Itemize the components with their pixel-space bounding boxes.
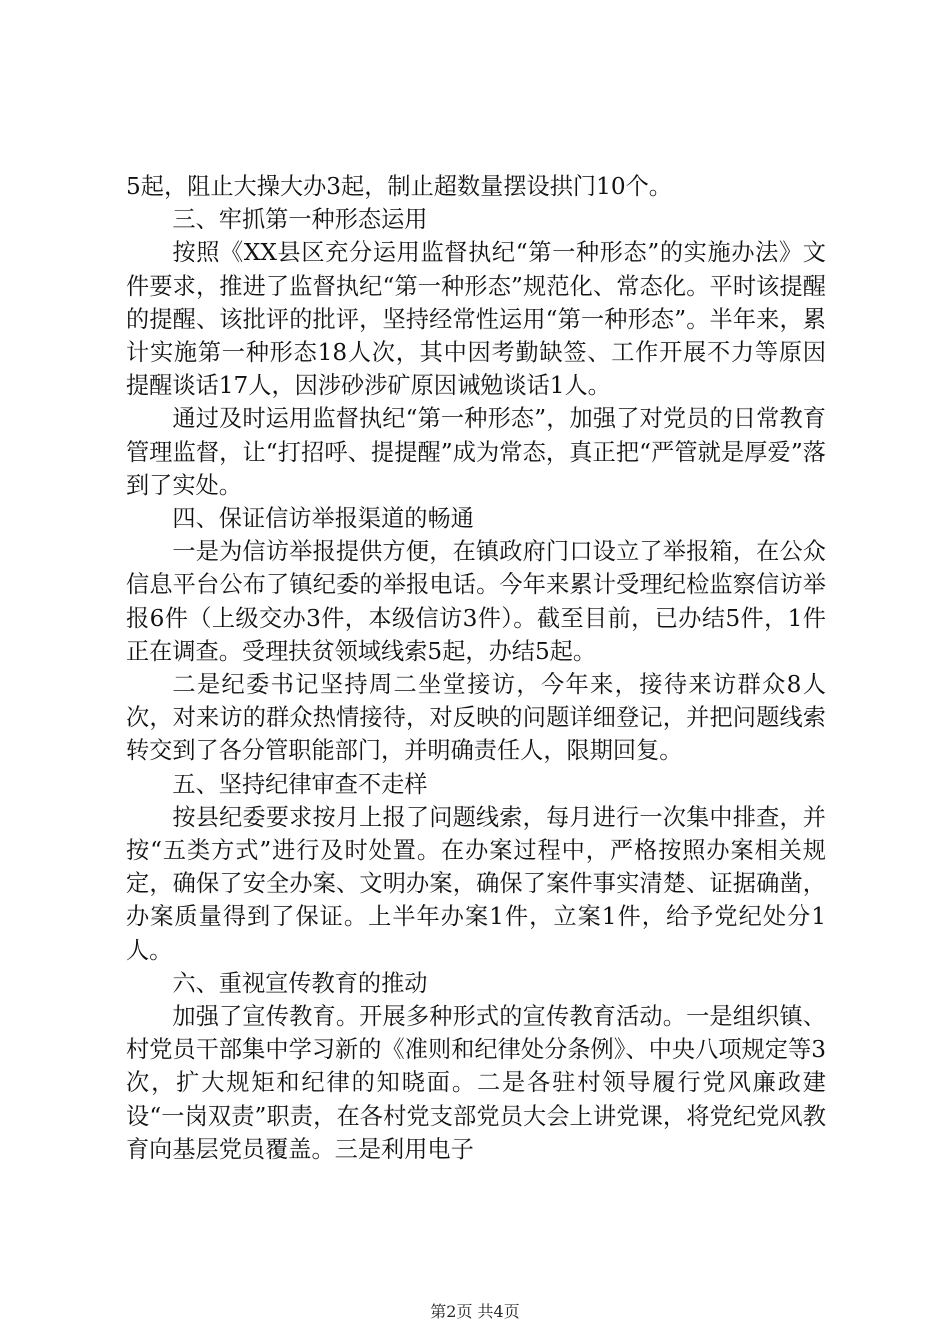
section-heading-5: 五、坚持纪律审查不走样 <box>172 770 428 798</box>
paragraph: 按县纪委要求按月上报了问题线索，每月进行一次集中排查，并按“五类方式”进行及时处置。在办案过程中，严格按照办案相关规定，确保了安全办案、文明办案，确保了案件事实清楚、证据确凿，办案质量得到了保证。上半年办案1件，立案1件，给予党纪处分1人。 <box>126 803 826 964</box>
section-heading-4: 四、保证信访举报渠道的畅通 <box>172 505 474 533</box>
paragraph: 通过及时运用监督执纪“第一种形态”，加强了对党员的日常教育管理监督，让“打招呼、提提醒”成为常态，真正把“严管就是厚爱”落到了实处。 <box>126 405 826 499</box>
paragraph: 二是纪委书记坚持周二坐堂接访，今年来，接待来访群众8人次，对来访的群众热情接待，对反映的问题详细登记，并把问题线索转交到了各分管职能部门，并明确责任人，限期回复。 <box>126 671 826 765</box>
paragraph: 按照《XX县区充分运用监督执纪“第一种形态”的实施办法》文件要求，推进了监督执纪“第一种形态”规范化、常态化。平时该提醒的提醒、该批评的批评，坚持经常性运用“第一种形态”。半年来，累计实施第一种形态18人次，其中因考勤缺签、工作开展不力等原因提醒谈话17人，因涉砂涉矿原因诫勉谈话1人。 <box>126 239 826 400</box>
section-heading-6: 六、重视宣传教育的推动 <box>172 969 428 997</box>
section-heading-3: 三、牢抓第一种形态运用 <box>172 206 428 234</box>
document-body <box>126 170 826 1166</box>
paragraph: 加强了宣传教育。开展多种形式的宣传教育活动。一是组织镇、村党员干部集中学习新的《准则和纪律处分条例》、中央八项规定等3次，扩大规矩和纪律的知晓面。二是各驻村领导履行党风廉政建设“一岗双责”职责，在各村党支部党员大会上讲党课，将党纪党风教育向基层党员覆盖。三是利用电子 <box>126 1003 826 1163</box>
paragraph: 一是为信访举报提供方便，在镇政府门口设立了举报箱，在公众信息平台公布了镇纪委的举报电话。今年来累计受理纪检监察信访举报6件（上级交办3件，本级信访3件）。截至目前，已办结5件，1件正在调查。受理扶贫领域线索5起，办结5起。 <box>126 538 826 665</box>
page-footer: 第2页 共4页 <box>430 1302 520 1321</box>
paragraph-continuation: 5起，阻止大操大办3起，制止超数量摆设拱门10个。 <box>126 173 672 200</box>
